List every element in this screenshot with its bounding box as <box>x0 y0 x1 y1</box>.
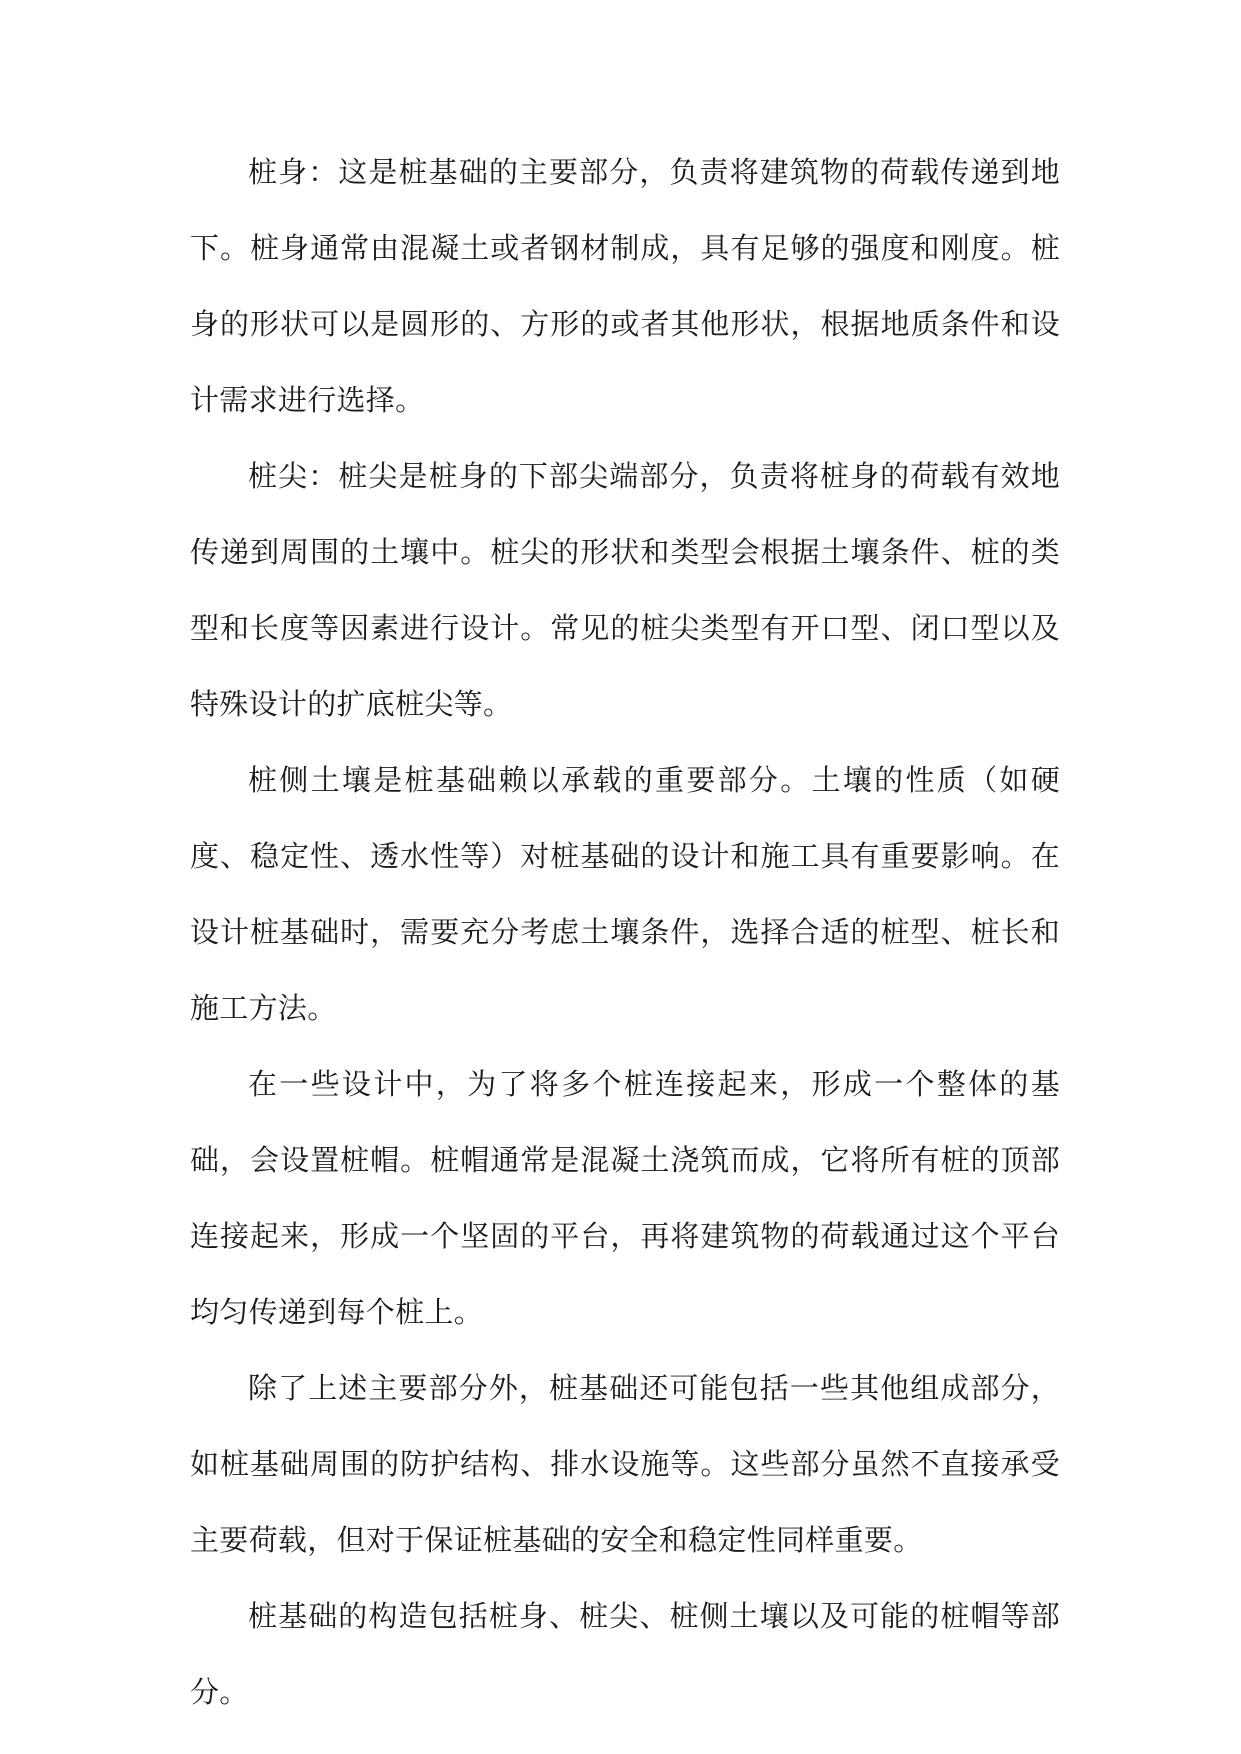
paragraph-summary: 桩基础的构造包括桩身、桩尖、桩侧土壤以及可能的桩帽等部分。 <box>190 1599 1060 1709</box>
paragraph-pile-cap: 在一些设计中，为了将多个桩连接起来，形成一个整体的基础，会设置桩帽。桩帽通常是混凝土浇筑而成，它将所有桩的顶部连接起来，形成一个坚固的平台，再将建筑物的荷载通过这个平台均匀传递到每个桩上。 <box>190 1067 1060 1329</box>
paragraph-pile-shaft: 桩身：这是桩基础的主要部分，负责将建筑物的荷载传递到地下。桩身通常由混凝土或者钢材制成，具有足够的强度和刚度。桩身的形状可以是圆形的、方形的或者其他形状，根据地质条件和设计需求进行选择。 <box>190 155 1060 417</box>
document-body <box>190 134 1060 1730</box>
paragraph-pile-tip: 桩尖：桩尖是桩身的下部尖端部分，负责将桩身的荷载有效地传递到周围的土壤中。桩尖的形状和类型会根据土壤条件、桩的类型和长度等因素进行设计。常见的桩尖类型有开口型、闭口型以及特殊设计的扩底桩尖等。 <box>190 459 1060 721</box>
paragraph-other-components: 除了上述主要部分外，桩基础还可能包括一些其他组成部分，如桩基础周围的防护结构、排水设施等。这些部分虽然不直接承受主要荷载，但对于保证桩基础的安全和稳定性同样重要。 <box>190 1371 1060 1557</box>
paragraph-pile-side-soil: 桩侧土壤是桩基础赖以承载的重要部分。土壤的性质（如硬度、稳定性、透水性等）对桩基础的设计和施工具有重要影响。在设计桩基础时，需要充分考虑土壤条件，选择合适的桩型、桩长和施工方法。 <box>190 763 1060 1025</box>
